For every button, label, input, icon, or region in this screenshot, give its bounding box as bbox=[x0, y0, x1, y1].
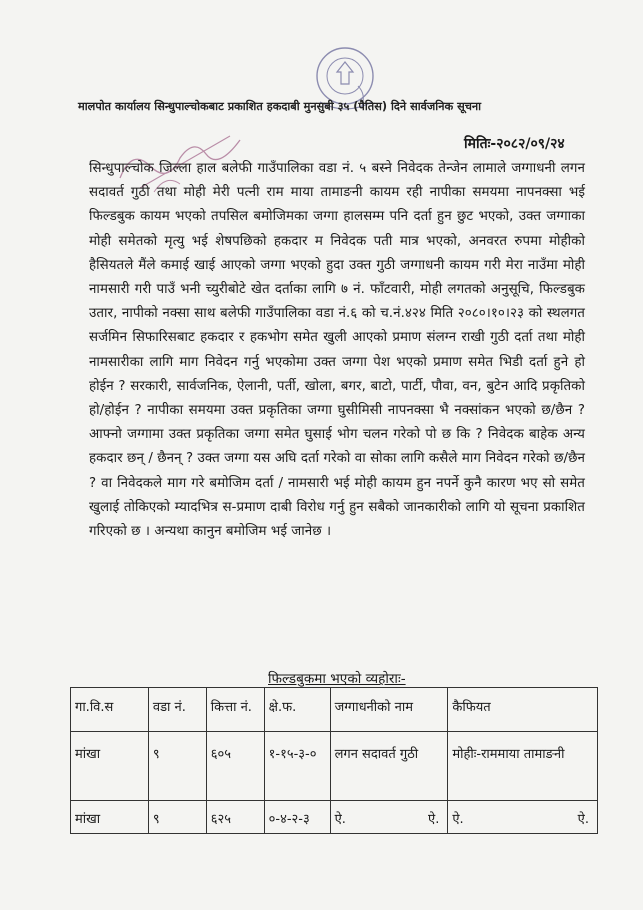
table-caption: फिल्डबुकमा भएको व्यहोराः- bbox=[268, 671, 406, 687]
header-owner: जग्गाधनीको नाम bbox=[330, 688, 448, 732]
table-row bbox=[71, 732, 598, 801]
cell-plot: ६२५ bbox=[206, 801, 264, 834]
notice-title: मालपोत कार्यालय सिन्धुपाल्चोकबाट प्रकाशित हकदाबी मुनसुबी ३५ (पैतिस) दिने सार्वजनिक सूचना bbox=[78, 100, 482, 113]
notice-date: मितिः-२०८२/०९/२४ bbox=[464, 136, 565, 152]
header-plot: कित्ता नं. bbox=[206, 688, 264, 732]
cell-vdc: मांखा bbox=[71, 732, 149, 801]
header-vdc: गा.वि.स bbox=[71, 688, 149, 732]
cell-ward: ९ bbox=[148, 801, 206, 834]
fieldbook-table bbox=[70, 687, 598, 834]
ditto-mark: ऐ. bbox=[577, 812, 589, 827]
ditto-mark: ऐ. bbox=[428, 812, 440, 827]
cell-ward: ९ bbox=[148, 732, 206, 801]
cell-area: १-१५-३-० bbox=[264, 732, 330, 801]
cell-owner: लगन सदावर्त गुठी bbox=[330, 732, 448, 801]
cell-vdc: मांखा bbox=[71, 801, 149, 834]
cell-area: ०-४-२-३ bbox=[264, 801, 330, 834]
table-row bbox=[71, 801, 598, 834]
cell-plot: ६०५ bbox=[206, 732, 264, 801]
ditto-mark: ऐ. bbox=[452, 812, 464, 827]
header-remarks: कैफियत bbox=[448, 688, 598, 732]
cell-owner bbox=[330, 801, 448, 834]
cell-remarks bbox=[448, 801, 598, 834]
cell-remarks: मोहीः-राममाया तामाङनी bbox=[448, 732, 598, 801]
header-ward: वडा नं. bbox=[148, 688, 206, 732]
header-area: क्षे.फ. bbox=[264, 688, 330, 732]
ditto-mark: ऐ. bbox=[334, 812, 346, 827]
table-header-row bbox=[71, 688, 598, 732]
notice-body: सिन्धुपाल्चोक जिल्ला हाल बलेफी गाउँपालिका वडा नं. ५ बस्ने निवेदक तेन्जेन लामाले जग्गाधनी लगन सदावर्त गुठी तथा मोही मेरी पत्नी राम माया तामाङनी कायम रही नापीका समयमा नापनक्सा भई फिल्डबुक कायम भएको तपसिल बमोजिमका जग्गा हालसम्म पनि दर्ता हुन छुट भएको, उक्त जग्गाका मोही समेतको मृत्यु भई शेषपछिको हकदार म निवेदक पती मात्र भएको, अनवरत रुपमा मोहीको हैसियतले मैंले कमाई खाई आएको जग्गा भएको हुदा उक्त गुठी जग्गाधनी कायम गरी मेरा नाउँमा मोही नामसारी गरी पाउँ भनी च्युरीबोटे खेत दर्ताका लागि ७ नं. फाँटवारी, मोही लगतको अनुसूचि, फिल्डबुक उतार, नापीको नक्सा साथ बलेफी गाउँपालिका वडा नं.६ को च.नं.४२४ मिति २०८०।१०।२३ को स्थलगत सर्जमिन सिफारिसबाट हकदार र हकभोग समेत खुली आएको प्रमाण संलग्न राखी गुठी दर्ता तथा मोही नामसारीका लागि माग निवेदन गर्नु भएकोमा उक्त जग्गा पेश भएको प्रमाण समेत भिडी दर्ता हुने हो होईन ? सरकारी, सार्वजनिक, ऐलानी, पर्ती, खोला, बगर, बाटो, पार्टी, पौवा, वन, बुटेन आदि प्रकृतिको हो/होईन ? नापीका समयमा उक्त प्रकृतिका जग्गा घुसीमिसी नापनक्सा भै नक्सांकन भएको छ/छैन ? आफ्नो जग्गामा उक्त प्रकृतिका जग्गा समेत घुसाई भोग चलन गरेको पो छ कि ? निवेदक बाहेक अन्य हकदार छन् / छैनन् ? उक्त जग्गा यस अघि दर्ता गरेको वा सोका लागि कसैले माग निवेदन गरेको छ/छैन ? वा निवेदकले माग गरे बमोजिम दर्ता / नामसारी भई मोही कायम हुन नपर्ने कुनै कारण भए सो समेत खुलाई तोकिएको म्यादभित्र स-प्रमाण दाबी विरोध गर्नु हुन सबैको जानकारीको लागि यो सूचना प्रकाशित गरिएको छ । अन्यथा कानुन बमोजिम भई जानेछ । bbox=[89, 161, 585, 540]
